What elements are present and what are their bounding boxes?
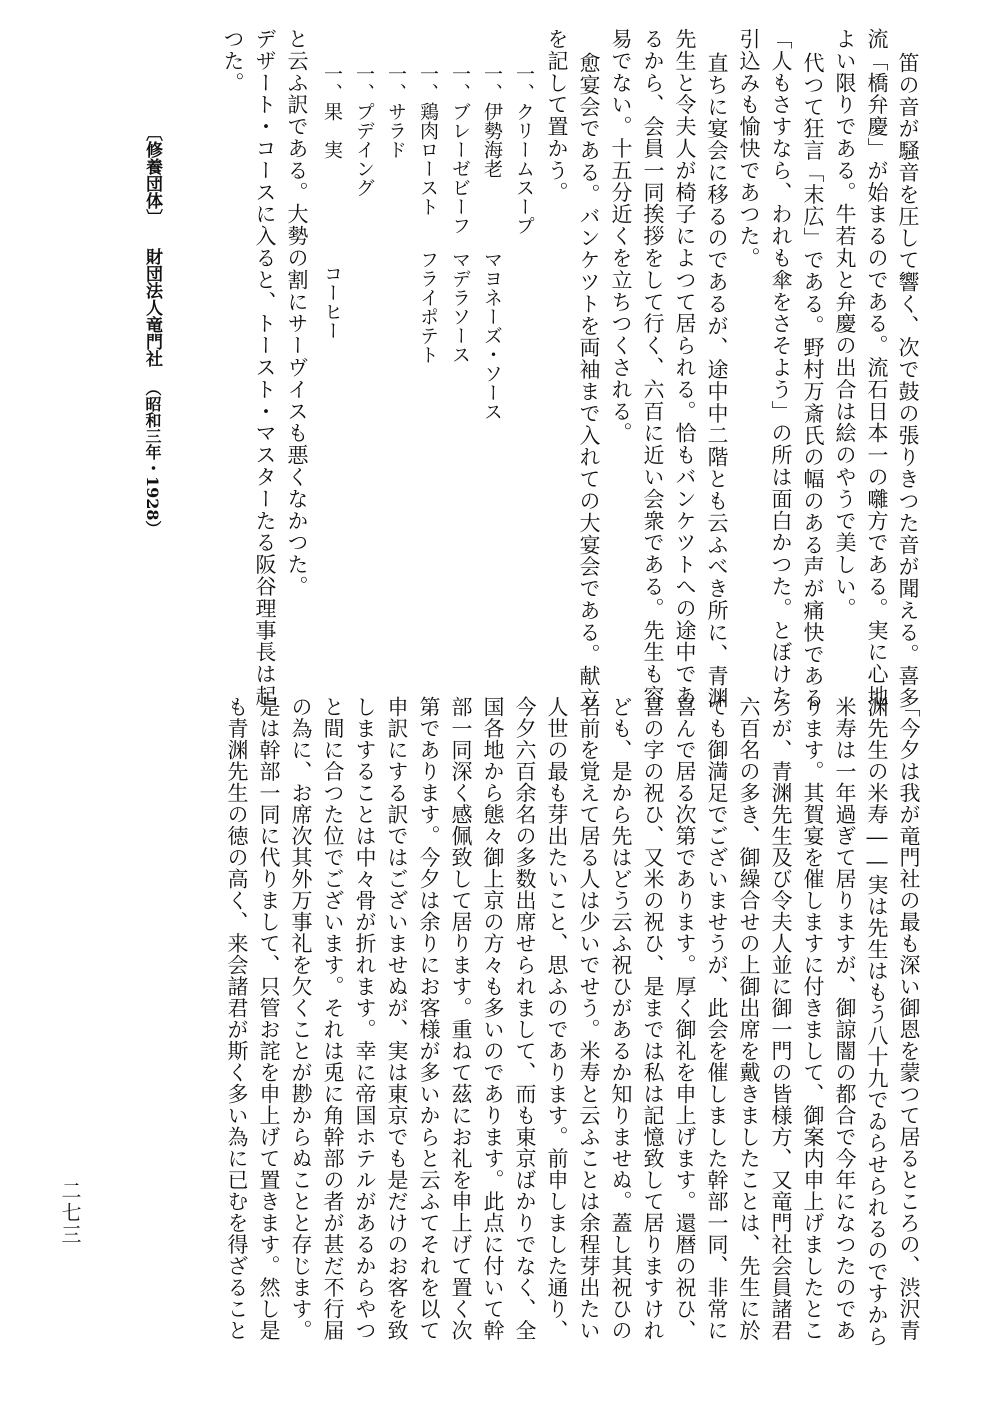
text-column: デザート・コースに入ると、トースト・マスターたる阪谷理事長は起 <box>253 28 277 707</box>
text-column: 喜んで居る次第であります。厚く御礼を申上げます。還暦の祝ひ、 <box>673 696 697 1341</box>
text-column: 申訳にする訳ではございませぬが、実は東京でも是だけのお客を致 <box>385 696 409 1341</box>
text-column: 是は幹部一同に代りまして、只管お詫を申上げて置きます。然し是 <box>257 696 281 1341</box>
text-column: ります。其賀宴を催しますに付きまして、御案内申上げましたとこ <box>801 696 825 1341</box>
text-column: 六百名の多き、御繰合せの上御出席を戴きましたことは、先生に於 <box>737 696 761 1341</box>
menu-item <box>514 64 533 235</box>
text-column: の為に、お席次其外万事礼を欠くことが尠からぬことと存じます。 <box>289 696 313 1341</box>
menu-item <box>418 64 437 216</box>
text-column: 代つて狂言「末広」である。野村万斎氏の幅のある声が痛快である <box>801 52 825 709</box>
text-column: と間に合つた位でございます。それは兎に角幹部の者が甚だ不行届 <box>321 696 345 1341</box>
menu-bullet: 一、 <box>385 64 407 102</box>
text-column: 今夕六百余名の多数出席せられまして、而も東京ばかりでなく、全 <box>513 696 537 1341</box>
text-column: 名前を覚えて居る人は少いでせう。米寿と云ふことは余程芽出たい <box>577 696 601 1341</box>
menu-bullet: 一、 <box>513 64 535 102</box>
menu-item-sub: マデラソース <box>449 250 471 364</box>
page-number: 二七三 <box>58 1180 82 1246</box>
text-column: 喜の字の祝ひ、又米の祝ひ、是までは私は記憶致して居りますけれ <box>641 696 665 1341</box>
menu-item-name: クリームスープ <box>513 102 535 235</box>
menu-item-name: サラド <box>385 102 407 159</box>
text-column: つた。 <box>221 28 245 94</box>
menu-item-sub: コーヒー <box>321 264 343 340</box>
menu-item-name: ブレーゼビーフ <box>449 102 471 235</box>
text-column: 直ちに宴会に移るのであるが、途中中二階とも云ふべき所に、青渊 <box>705 52 729 709</box>
footer-year: （昭和三年・1928） <box>143 380 162 537</box>
menu-bullet: 一、 <box>449 64 471 102</box>
text-column: 第であります。今夕は余りにお客様が多いからと云ふてそれを以て <box>417 696 441 1341</box>
menu-bullet: 一、 <box>417 64 439 102</box>
text-column: も青渊先生の徳の高く、来会諸君が斯く多い為に已むを得ざること <box>225 696 249 1341</box>
menu-item-name: 伊勢海老 <box>481 102 503 178</box>
menu-item-name: 鶏肉ロースト <box>417 102 439 216</box>
menu-item-sub: フライポテト <box>417 250 439 364</box>
text-column: ども、是から先はどう云ふ祝ひがあるか知りませぬ。蓋し其祝ひの <box>609 696 633 1341</box>
text-column: 流「橋弁慶」が始まるのである。流石日本一の囃方である。実に心地 <box>865 28 889 707</box>
menu-bullet: 一、 <box>481 64 503 102</box>
menu-item-sub: マヨネーズ・ソース <box>481 250 503 421</box>
menu-bullet: 一、 <box>321 64 343 102</box>
text-column: るから、会員一同挨拶をして行く、六百に近い会衆である。先生も容 <box>641 28 665 707</box>
text-column: ても御満足でございませうが、此会を催しました幹部一同、非常に <box>705 696 729 1341</box>
menu-item-name: プデイング <box>353 102 375 197</box>
text-column: 愈宴会である。バンケツトを両袖まで入れての大宴会である。献立 <box>577 52 601 709</box>
menu-item <box>450 64 469 235</box>
text-column: 「今夕は我が竜門社の最も深い御恩を蒙つて居るところの、渋沢青 <box>897 696 921 1341</box>
text-column: ろが、青渊先生及び令夫人並に御一門の皆様方、又竜門社会員諸君 <box>769 696 793 1341</box>
menu-item <box>386 64 405 159</box>
text-column: 「人もさすなら、われも傘をさそよう」の所は面白かつた。とぼけた <box>769 28 793 707</box>
text-column: と云ふ訳である。大勢の割にサーヴイスも悪くなかつた。 <box>285 28 309 598</box>
footer-group: 〔修養団体〕 <box>142 124 162 226</box>
footer-organization: 財団法人竜門社 <box>142 248 162 367</box>
text-column: しますることは中々骨が折れます。幸に帝国ホテルがあるからやつ <box>353 696 377 1341</box>
menu-item-name: 果 実 <box>321 102 343 159</box>
text-column: 人世の最も芽出たいこと、思ふのであります。前申しました通り、 <box>545 696 569 1341</box>
menu-item <box>354 64 373 197</box>
text-column: 部一同深く感佩致して居ります。重ねて茲にお礼を申上げて置く次 <box>449 696 473 1341</box>
text-column: 笛の音が騒音を圧して響く、次で鼓の張りきつた音が聞える。喜多 <box>896 52 920 709</box>
text-column: 米寿は一年過ぎて居りますが、御諒闇の都合で今年になつたのであ <box>833 696 857 1341</box>
menu-item <box>482 64 501 178</box>
text-column: 国各地から態々御上京の方々も多いのであります。此点に付いて幹 <box>481 696 505 1341</box>
text-column: 易でない。十五分近くを立ちつくされる。 <box>609 28 633 445</box>
text-column: 渊先生の米寿――実は先生はもう八十九でゐらせられるのですから <box>865 696 889 1347</box>
text-column: よい限りである。牛若丸と弁慶の出合は絵のやうで美しい。 <box>833 28 857 620</box>
menu-item <box>322 64 341 159</box>
menu-bullet: 一、 <box>353 64 375 102</box>
text-column: 引込みも愉快であつた。 <box>737 28 761 269</box>
text-column: を記して置かう。 <box>545 28 569 204</box>
text-column: 先生と令夫人が椅子によつて居られる。恰もバンケツトへの途中であ <box>673 28 697 707</box>
